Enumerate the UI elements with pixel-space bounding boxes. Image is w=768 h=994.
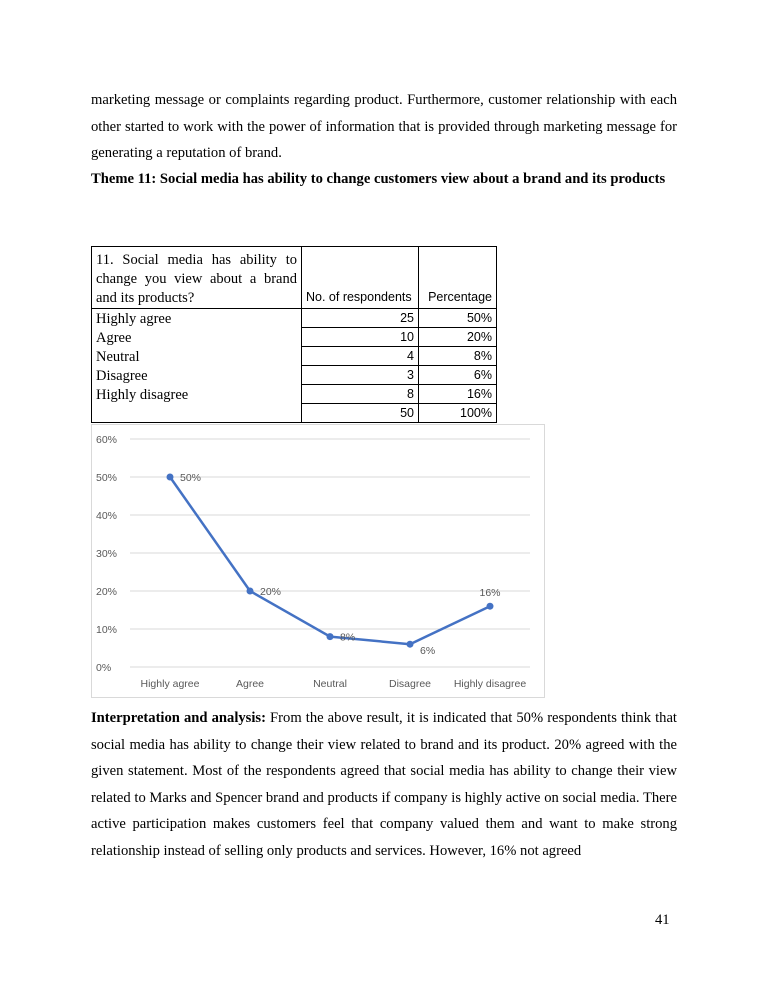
row-label: Neutral <box>92 347 302 366</box>
interpretation-text: From the above result, it is indicated that 50% respondents think that social media has ability to change their view related to brand and its product. 20% agreed with the given statement. Most of the respondents agreed that social media has ability to change their view related to Marks and Spencer brand and products if company is highly active on social media. There active participation makes customers feel that company valued them and want to make strong relationship instead of selling only products and services. However, 16% not agreed <box>91 710 677 859</box>
table-header-row <box>92 247 497 309</box>
y-tick-label: 0% <box>96 662 112 674</box>
y-tick-label: 50% <box>96 472 118 484</box>
y-tick-label: 60% <box>96 434 118 446</box>
row-percent: 16% <box>419 385 497 404</box>
data-point <box>247 588 254 595</box>
total-count: 50 <box>302 404 419 423</box>
table-row <box>92 366 497 385</box>
y-tick-label: 10% <box>96 624 118 636</box>
row-label: Disagree <box>92 366 302 385</box>
row-percent: 20% <box>419 328 497 347</box>
y-tick-label: 20% <box>96 586 118 598</box>
data-label: 16% <box>479 587 501 600</box>
x-tick-label: Highly disagree <box>453 678 527 690</box>
table-row <box>92 309 497 328</box>
data-point <box>487 603 494 610</box>
line-chart-svg <box>92 425 544 697</box>
series-line <box>170 477 490 644</box>
row-label: Highly agree <box>92 309 302 328</box>
y-tick-label: 30% <box>96 548 118 560</box>
row-count: 8 <box>302 385 419 404</box>
row-label: Agree <box>92 328 302 347</box>
table-row <box>92 347 497 366</box>
table-row <box>92 328 497 347</box>
row-count: 25 <box>302 309 419 328</box>
col-percentage-header: Percentage <box>419 247 497 309</box>
data-label: 20% <box>260 586 282 598</box>
table-total-row <box>92 404 497 423</box>
table-question: 11. Social media has ability to change you view about a brand and its products? <box>92 247 302 309</box>
page-number: 41 <box>655 912 670 928</box>
data-point <box>167 474 174 481</box>
survey-table <box>91 246 497 423</box>
data-label: 50% <box>180 472 202 484</box>
row-percent: 50% <box>419 309 497 328</box>
y-tick-label: 40% <box>96 510 118 522</box>
row-count: 4 <box>302 347 419 366</box>
data-label: 6% <box>420 645 436 658</box>
x-tick-label: Agree <box>235 678 265 690</box>
row-count: 10 <box>302 328 419 347</box>
x-tick-label: Neutral <box>313 678 347 690</box>
x-tick-label: Disagree <box>388 678 432 690</box>
line-chart <box>91 424 545 698</box>
row-percent: 8% <box>419 347 497 366</box>
data-label: 8% <box>340 631 356 644</box>
row-count: 3 <box>302 366 419 385</box>
total-percent: 100% <box>419 404 497 423</box>
data-point <box>327 633 334 640</box>
col-respondents-header: No. of respondents <box>302 247 419 309</box>
data-point <box>407 641 414 648</box>
body-paragraph-top: marketing message or complaints regarding product. Furthermore, customer relationship with each other started to work with the power of information that is provided through marketing message for generating a reputation of brand. <box>91 92 677 161</box>
table-row <box>92 385 497 404</box>
row-percent: 6% <box>419 366 497 385</box>
row-label: Highly disagree <box>92 385 302 404</box>
row-label <box>92 404 302 423</box>
interpretation-label: Interpretation and analysis: <box>91 710 266 726</box>
x-tick-label: Highly agree <box>140 678 200 690</box>
theme-heading: Theme 11: Social media has ability to change customers view about a brand and its products <box>91 171 666 187</box>
interpretation-paragraph <box>91 705 677 864</box>
